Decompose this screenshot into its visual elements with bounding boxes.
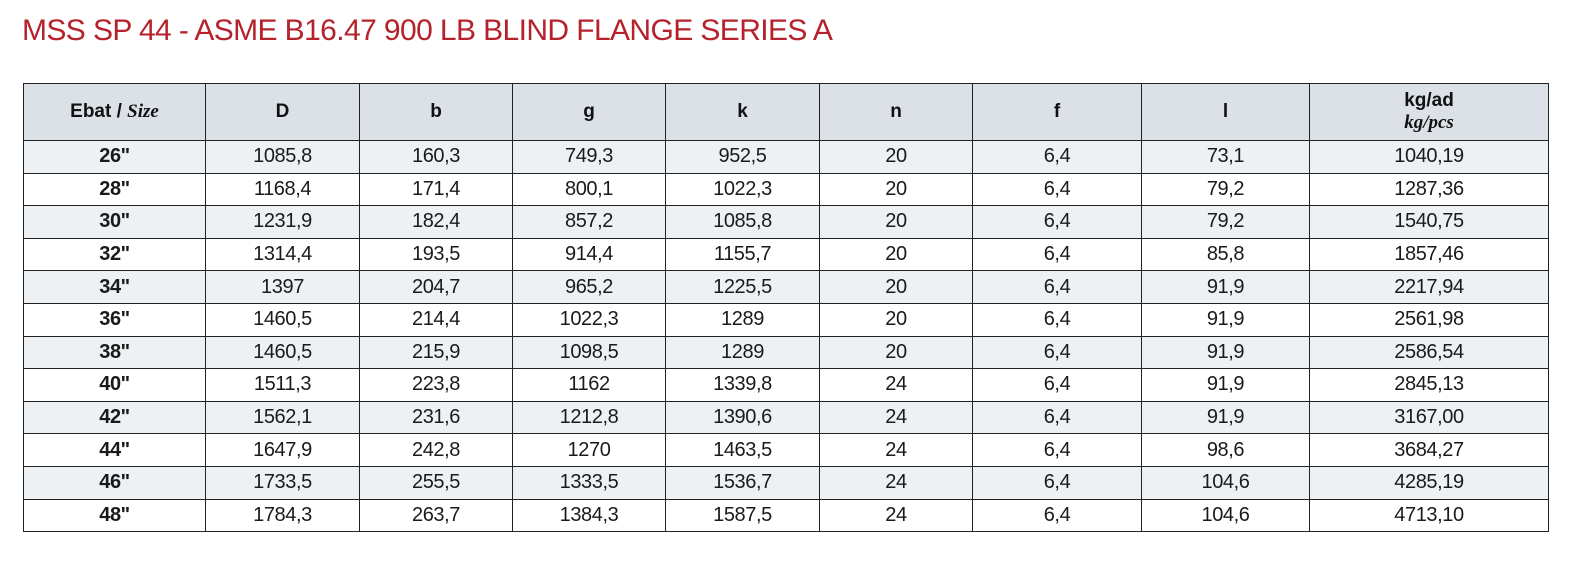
cell-b: 231,6 [360,401,513,434]
cell-weight: 1040,19 [1310,141,1549,174]
cell-b: 263,7 [360,499,513,532]
cell-k: 1587,5 [666,499,820,532]
cell-n: 20 [820,173,973,206]
cell-f: 6,4 [973,271,1142,304]
header-D: D [206,84,360,141]
cell-f: 6,4 [973,401,1142,434]
cell-f: 6,4 [973,434,1142,467]
cell-k: 1085,8 [666,206,820,239]
table-row [24,271,1549,304]
cell-b: 171,4 [360,173,513,206]
cell-l: 104,6 [1142,466,1310,499]
cell-l: 85,8 [1142,238,1310,271]
cell-b: 193,5 [360,238,513,271]
cell-l: 98,6 [1142,434,1310,467]
table-row [24,466,1549,499]
cell-n: 20 [820,141,973,174]
cell-l: 91,9 [1142,369,1310,402]
table-row [24,173,1549,206]
flange-spec-table [23,83,1549,532]
cell-k: 1022,3 [666,173,820,206]
cell-size: 30" [24,206,206,239]
table-row [24,369,1549,402]
cell-size: 34" [24,271,206,304]
cell-n: 24 [820,434,973,467]
header-l: l [1142,84,1310,141]
cell-g: 914,4 [513,238,666,271]
cell-size: 42" [24,401,206,434]
cell-n: 20 [820,271,973,304]
cell-size: 40" [24,369,206,402]
cell-n: 20 [820,303,973,336]
table-row [24,401,1549,434]
header-b: b [360,84,513,141]
cell-size: 38" [24,336,206,369]
cell-n: 24 [820,466,973,499]
cell-g: 1384,3 [513,499,666,532]
cell-weight: 2586,54 [1310,336,1549,369]
header-size-en: Size [127,101,159,122]
cell-D: 1231,9 [206,206,360,239]
cell-size: 36" [24,303,206,336]
cell-n: 24 [820,369,973,402]
cell-l: 73,1 [1142,141,1310,174]
table-row [24,499,1549,532]
cell-k: 1536,7 [666,466,820,499]
cell-weight: 1540,75 [1310,206,1549,239]
cell-f: 6,4 [973,173,1142,206]
cell-g: 857,2 [513,206,666,239]
cell-size: 48" [24,499,206,532]
header-g: g [513,84,666,141]
cell-weight: 1857,46 [1310,238,1549,271]
cell-b: 182,4 [360,206,513,239]
cell-D: 1168,4 [206,173,360,206]
header-weight-tr: kg/ad [1404,90,1454,111]
cell-b: 204,7 [360,271,513,304]
cell-b: 160,3 [360,141,513,174]
cell-D: 1784,3 [206,499,360,532]
cell-weight: 2217,94 [1310,271,1549,304]
cell-b: 214,4 [360,303,513,336]
cell-f: 6,4 [973,206,1142,239]
table-row [24,141,1549,174]
cell-k: 1339,8 [666,369,820,402]
header-weight-en: kg/pcs [1404,112,1454,133]
header-f: f [973,84,1142,141]
cell-g: 1022,3 [513,303,666,336]
cell-D: 1511,3 [206,369,360,402]
cell-b: 242,8 [360,434,513,467]
table-row [24,434,1549,467]
header-size-tr: Ebat / [70,101,122,122]
cell-b: 223,8 [360,369,513,402]
cell-l: 79,2 [1142,173,1310,206]
cell-D: 1733,5 [206,466,360,499]
table-row [24,238,1549,271]
cell-n: 20 [820,336,973,369]
table-row [24,336,1549,369]
cell-f: 6,4 [973,141,1142,174]
cell-k: 1289 [666,303,820,336]
cell-D: 1314,4 [206,238,360,271]
cell-D: 1460,5 [206,336,360,369]
cell-n: 20 [820,238,973,271]
cell-f: 6,4 [973,499,1142,532]
cell-g: 1270 [513,434,666,467]
cell-n: 24 [820,401,973,434]
cell-weight: 3167,00 [1310,401,1549,434]
cell-g: 1098,5 [513,336,666,369]
cell-g: 1162 [513,369,666,402]
cell-n: 20 [820,206,973,239]
cell-l: 91,9 [1142,336,1310,369]
cell-g: 749,3 [513,141,666,174]
cell-weight: 4713,10 [1310,499,1549,532]
table-row [24,303,1549,336]
cell-g: 1212,8 [513,401,666,434]
cell-l: 79,2 [1142,206,1310,239]
cell-weight: 2561,98 [1310,303,1549,336]
header-n: n [820,84,973,141]
cell-f: 6,4 [973,369,1142,402]
cell-size: 46" [24,466,206,499]
cell-weight: 3684,27 [1310,434,1549,467]
cell-l: 91,9 [1142,271,1310,304]
header-size [24,84,206,141]
cell-D: 1397 [206,271,360,304]
cell-f: 6,4 [973,303,1142,336]
cell-D: 1085,8 [206,141,360,174]
header-weight [1310,84,1549,141]
table-row [24,206,1549,239]
table-header-row [24,84,1549,141]
cell-g: 965,2 [513,271,666,304]
page-title: MSS SP 44 - ASME B16.47 900 LB BLIND FLANGE SERIES A [22,14,833,47]
table-body [24,141,1549,532]
cell-D: 1562,1 [206,401,360,434]
cell-k: 1463,5 [666,434,820,467]
cell-weight: 1287,36 [1310,173,1549,206]
header-k: k [666,84,820,141]
cell-weight: 2845,13 [1310,369,1549,402]
cell-g: 800,1 [513,173,666,206]
cell-f: 6,4 [973,466,1142,499]
cell-l: 91,9 [1142,303,1310,336]
cell-l: 104,6 [1142,499,1310,532]
cell-b: 255,5 [360,466,513,499]
cell-D: 1647,9 [206,434,360,467]
cell-f: 6,4 [973,238,1142,271]
cell-l: 91,9 [1142,401,1310,434]
cell-n: 24 [820,499,973,532]
cell-k: 1390,6 [666,401,820,434]
cell-g: 1333,5 [513,466,666,499]
cell-k: 1155,7 [666,238,820,271]
cell-b: 215,9 [360,336,513,369]
cell-k: 1289 [666,336,820,369]
cell-weight: 4285,19 [1310,466,1549,499]
cell-k: 952,5 [666,141,820,174]
cell-size: 26" [24,141,206,174]
cell-size: 28" [24,173,206,206]
cell-k: 1225,5 [666,271,820,304]
cell-size: 44" [24,434,206,467]
cell-f: 6,4 [973,336,1142,369]
cell-size: 32" [24,238,206,271]
cell-D: 1460,5 [206,303,360,336]
